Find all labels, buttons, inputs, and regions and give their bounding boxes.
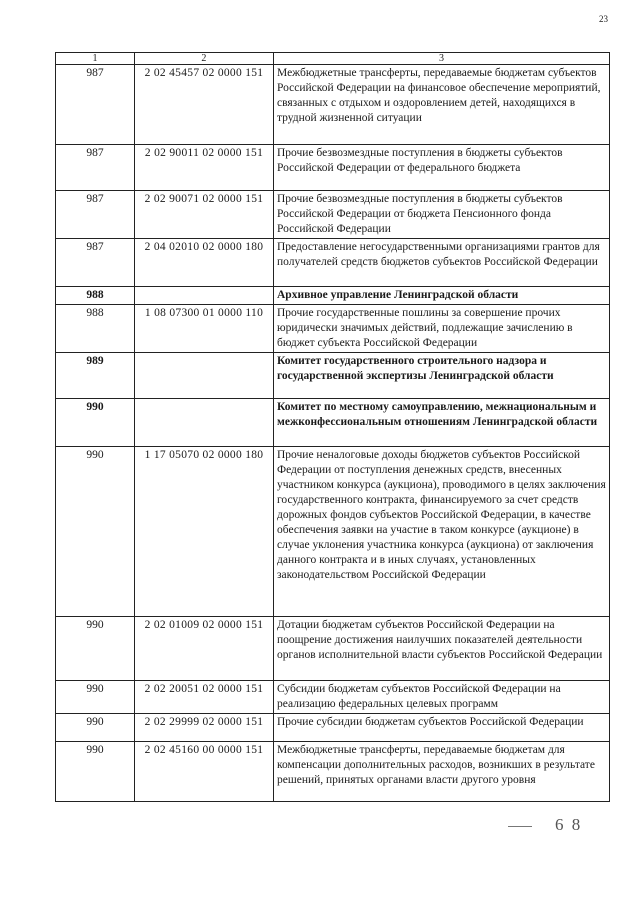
admin-code-cell: 987 <box>56 239 135 287</box>
table-row <box>56 305 610 353</box>
budget-code-cell: 2 02 90011 02 0000 151 <box>135 145 274 191</box>
page-number: 23 <box>599 14 608 24</box>
table-row <box>56 353 610 399</box>
table-header-row <box>56 53 610 65</box>
budget-code-cell: 2 04 02010 02 0000 180 <box>135 239 274 287</box>
table-row <box>56 145 610 191</box>
admin-code-cell: 987 <box>56 145 135 191</box>
description-cell: Дотации бюджетам субъектов Российской Федерации на поощрение достижения наилучших показателей деятельности органов исполнительной власти субъектов Российской Федерации <box>274 617 610 681</box>
description-cell: Комитет государственного строительного надзора и государственной экспертизы Ленинградской области <box>274 353 610 399</box>
description-cell: Межбюджетные трансферты, передаваемые бюджетам субъектов Российской Федерации на финансовое обеспечение мероприятий, связанных с отдыхом и оздоровлением детей, находящихся в трудной жизненной ситуации <box>274 65 610 145</box>
admin-code-cell: 990 <box>56 399 135 447</box>
admin-code-cell: 988 <box>56 287 135 305</box>
description-cell: Прочие безвозмездные поступления в бюджеты субъектов Российской Федерации от бюджета Пенсионного фонда Российской Федерации <box>274 191 610 239</box>
admin-code-cell: 990 <box>56 447 135 617</box>
budget-code-cell: 2 02 90071 02 0000 151 <box>135 191 274 239</box>
table-row <box>56 681 610 714</box>
budget-code-cell: 2 02 20051 02 0000 151 <box>135 681 274 714</box>
budget-code-cell: 2 02 45457 02 0000 151 <box>135 65 274 145</box>
table-row <box>56 287 610 305</box>
budget-code-cell: 1 17 05070 02 0000 180 <box>135 447 274 617</box>
description-cell: Комитет по местному самоуправлению, межнациональным и межконфессиональным отношениям Ленинградской области <box>274 399 610 447</box>
description-cell: Прочие неналоговые доходы бюджетов субъектов Российской Федерации от поступления денежных средств, внесенных участником конкурса (аукциона), проводимого в целях заключения государственного контракта, финансируемого за счет средств дорожных фондов субъектов Российской Федерации, в качестве обеспечения заявки на участие в таком конкурсе (аукционе) в случае уклонения участника конкурса (аукциона) от заключения данного контракта и в иных случаях, установленных законодательством Российской Федерации <box>274 447 610 617</box>
description-cell: Субсидии бюджетам субъектов Российской Федерации на реализацию федеральных целевых программ <box>274 681 610 714</box>
budget-code-cell: 2 02 29999 02 0000 151 <box>135 714 274 742</box>
revenue-codes-table <box>55 52 610 802</box>
table-row <box>56 239 610 287</box>
admin-code-cell: 987 <box>56 65 135 145</box>
table-row <box>56 191 610 239</box>
budget-code-cell <box>135 353 274 399</box>
description-cell: Прочие безвозмездные поступления в бюджеты субъектов Российской Федерации от федерального бюджета <box>274 145 610 191</box>
footer-dash <box>508 826 532 827</box>
admin-code-cell: 990 <box>56 617 135 681</box>
admin-code-cell: 990 <box>56 681 135 714</box>
table-row <box>56 617 610 681</box>
page-stamp: 6 8 <box>555 815 583 834</box>
header-col-2: 2 <box>135 53 274 65</box>
table-row <box>56 65 610 145</box>
table-row <box>56 447 610 617</box>
description-cell: Прочие субсидии бюджетам субъектов Российской Федерации <box>274 714 610 742</box>
budget-code-cell: 1 08 07300 01 0000 110 <box>135 305 274 353</box>
header-col-1: 1 <box>56 53 135 65</box>
budget-code-cell <box>135 399 274 447</box>
header-col-3: 3 <box>274 53 610 65</box>
budget-code-cell: 2 02 01009 02 0000 151 <box>135 617 274 681</box>
admin-code-cell: 990 <box>56 742 135 802</box>
description-cell: Предоставление негосударственными организациями грантов для получателей средств бюджетов субъектов Российской Федерации <box>274 239 610 287</box>
table-row <box>56 714 610 742</box>
description-cell: Прочие государственные пошлины за совершение прочих юридически значимых действий, подлежащие зачислению в бюджет субъекта Российской Федерации <box>274 305 610 353</box>
description-cell: Межбюджетные трансферты, передаваемые бюджетам для компенсации дополнительных расходов, возникших в результате решений, принятых органами власти другого уровня <box>274 742 610 802</box>
table-row <box>56 742 610 802</box>
admin-code-cell: 988 <box>56 305 135 353</box>
description-cell: Архивное управление Ленинградской области <box>274 287 610 305</box>
admin-code-cell: 990 <box>56 714 135 742</box>
budget-code-cell <box>135 287 274 305</box>
admin-code-cell: 987 <box>56 191 135 239</box>
table-row <box>56 399 610 447</box>
admin-code-cell: 989 <box>56 353 135 399</box>
budget-code-cell: 2 02 45160 00 0000 151 <box>135 742 274 802</box>
